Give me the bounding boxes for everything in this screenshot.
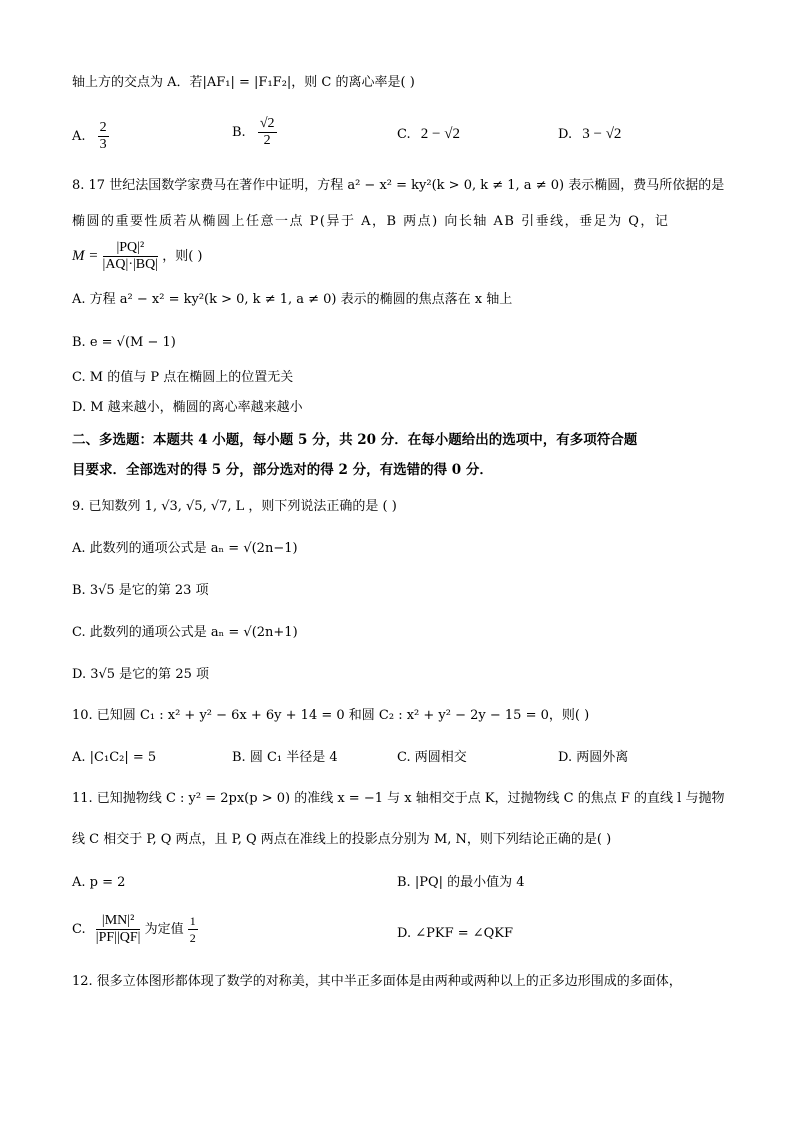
q7-stem-tail: 轴上方的交点为 A．若|AF₁| = |F₁F₂|，则 C 的离心率是( ) [72,75,415,90]
q7-option-a-label: A. [72,129,86,144]
q11-option-c-value-den: 2 [189,931,196,945]
q7-option-b-fraction [258,116,277,149]
q9-option-a: A. 此数列的通项公式是 aₙ = √(2n−1) [72,541,298,556]
q11-option-d: D. ∠PKF = ∠QKF [397,926,514,941]
q7-option-a [72,120,109,153]
q11-line-1: 11. 已知抛物线 C : y² = 2px(p > 0) 的准线 x = −1 与 x 轴相交于点 K，过抛物线 C 的焦点 F 的直线 l 与抛物 [72,791,725,806]
q8-m-prefix: M = [72,248,99,264]
q8-option-a: A. 方程 a² − x² = ky²(k > 0, k ≠ 1, a ≠ 0) 表示的椭圆的焦点落在 x 轴上 [72,292,513,307]
q10-option-d: D. 两圆外离 [558,750,629,765]
section-2-heading-line-2: 目要求．全部选对的得 5 分，部分选对的得 2 分，有选错的得 0 分． [72,462,493,478]
q12-line-1: 12. 很多立体图形都体现了数学的对称美，其中半正多面体是由两种或两种以上的正多边形围成的多面体， [72,974,682,989]
q8-m-den: |AQ|·|BQ| [102,257,159,272]
q8-option-d: D. M 越来越小，椭圆的离心率越来越小 [72,400,303,415]
q7-option-a-num: 2 [99,120,107,135]
q7-option-a-fraction [98,120,109,153]
q11-option-a: A. p = 2 [72,875,126,890]
q8-line-2: 椭圆的重要性质若从椭圆上任意一点 P(异于 A，B 两点) 向长轴 AB 引垂线，垂足为 Q，记 [72,214,670,229]
q10-option-c: C. 两圆相交 [397,750,467,765]
q8-option-b: B. e = √(M − 1) [72,335,176,350]
q8-line-3-suffix: ，则( ) [162,249,203,264]
q10-stem: 10. 已知圆 C₁ : x² + y² − 6x + 6y + 14 = 0 和圆 C₂ : x² + y² − 2y − 15 = 0，则( ) [72,708,590,723]
q11-option-b: B. |PQ| 的最小值为 4 [397,875,525,890]
q9-option-c: C. 此数列的通项公式是 aₙ = √(2n+1) [72,625,298,640]
q9-option-b: B. 3√5 是它的第 23 项 [72,583,209,598]
q11-option-c-num: |MN|² [96,913,141,930]
q11-line-2: 线 C 相交于 P, Q 两点，且 P, Q 两点在准线上的投影点分别为 M, N，则下列结论正确的是( ) [72,832,612,847]
q8-option-c: C. M 的值与 P 点在椭圆上的位置无关 [72,370,294,385]
section-2-heading-line-1: 二、多选题：本题共 4 小题，每小题 5 分，共 20 分．在每小题给出的选项中，有多项符合题 [72,432,638,448]
q8-line-1: 8. 17 世纪法国数学家费马在著作中证明，方程 a² − x² = ky²(k > 0, k ≠ 1, a ≠ 0) 表示椭圆，费马所依据的是 [72,178,725,193]
q11-option-c-value-num: 1 [189,914,196,928]
q7-option-a-den: 3 [99,137,107,152]
q7-option-b [232,116,277,149]
q7-option-c [397,124,460,145]
q10-option-b: B. 圆 C₁ 半径是 4 [232,750,338,765]
q8-line-3 [72,240,202,273]
q9-stem: 9. 已知数列 1, √3, √5, √7, L ，则下列说法正确的是 ( ) [72,499,397,514]
q7-option-d [558,124,621,145]
q11-option-c-suffix: 为定值 [144,922,184,937]
q11-option-c-den: |PF||QF| [95,930,141,945]
q7-option-b-label: B. [232,125,246,140]
q8-m-num: |PQ|² [103,240,159,257]
q7-option-d-label: D. [558,127,573,142]
q7-option-c-text: 2 − √2 [420,126,460,142]
q11-option-c [72,913,198,946]
q7-option-c-label: C. [397,127,411,142]
q11-option-c-fraction [96,913,141,946]
q8-m-fraction [103,240,159,273]
q11-option-c-label: C. [72,922,86,937]
q7-option-b-den: 2 [263,133,271,148]
q10-option-a: A. |C₁C₂| = 5 [72,750,157,765]
q7-option-b-num: √2 [259,116,275,131]
q7-option-d-text: 3 − √2 [582,126,622,142]
q9-option-d: D. 3√5 是它的第 25 项 [72,667,209,682]
q11-option-c-value [188,913,198,946]
